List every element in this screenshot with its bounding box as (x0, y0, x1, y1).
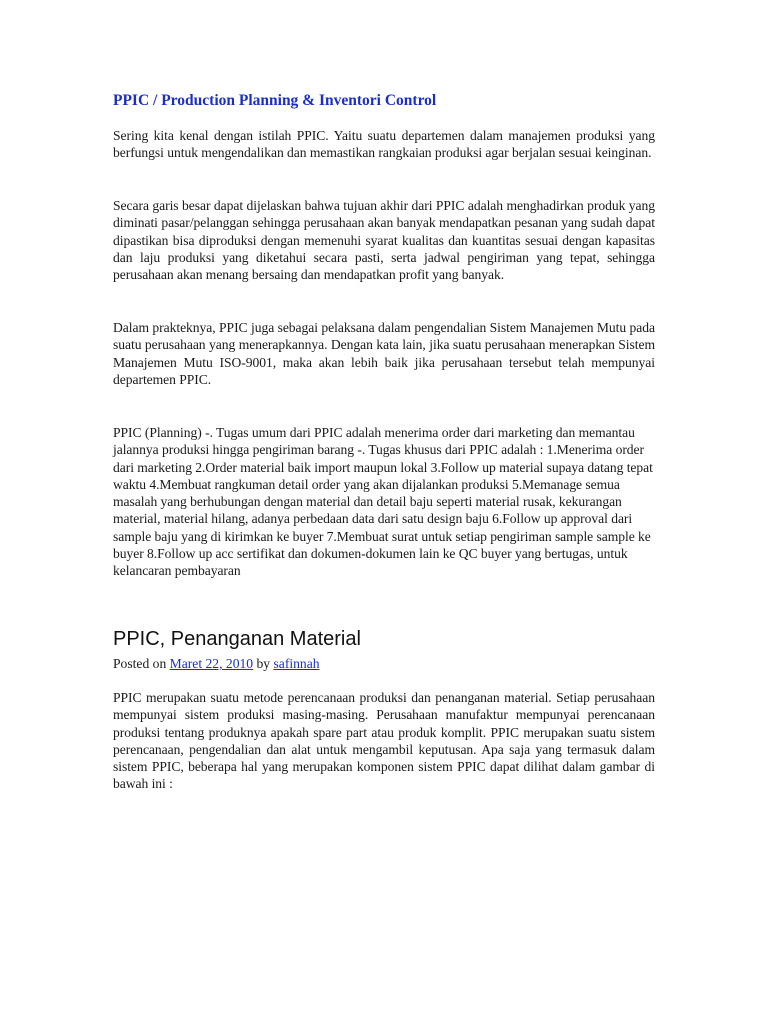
post-title-penanganan-material: PPIC, Penanganan Material (113, 628, 361, 650)
paragraph-intro: Sering kita kenal dengan istilah PPIC. Yaitu suatu departemen dalam manajemen produksi yang berfungsi untuk mengendalikan dan memastikan rangkaian produksi agar berjalan sesuai keinginan. (113, 128, 655, 161)
post-meta (113, 655, 655, 672)
paragraph-planning-tasks: PPIC (Planning) -. Tugas umum dari PPIC adalah menerima order dari marketing dan memantau jalannya produksi hingga pengiriman barang -. Tugas khusus dari PPIC adalah : 1.Menerima order dari marketing 2.Order material baik import maupun lokal 3.Follow up material supaya datang tepat waktu 4.Membuat rangkuman detail order yang akan dijalankan produksi 5.Memanage semua masalah yang berhubungan dengan material dan detail baju seperti material rusak, kekurangan material, material hilang, adanya perbedaan data dari satu design baju 6.Follow up approval dari sample baju yang di kirimkan ke buyer 7.Membuat surat untuk setiap pengiriman sample sample ke buyer 8.Follow up acc sertifikat dan dokumen-dokumen lain ke QC buyer yang bertugas, untuk kelancaran pembayaran (113, 425, 653, 579)
section-title-ppic-production-planning: PPIC / Production Planning & Inventori Control (113, 92, 437, 109)
paragraph-practice: Dalam prakteknya, PPIC juga sebagai pelaksana dalam pengendalian Sistem Manajemen Mutu pada suatu perusahaan yang menerapkannya. Dengan kata lain, jika suatu perusahaan menerapkan Sistem Manajemen Mutu ISO-9001, maka akan lebih baik jika perusahaan tersebut telah mempunyai departemen PPIC. (113, 320, 655, 387)
by-label: by (256, 656, 271, 671)
post-date-link[interactable]: Maret 22, 2010 (169, 656, 254, 671)
posted-on-label: Posted on (113, 656, 167, 671)
paragraph-goal: Secara garis besar dapat dijelaskan bahwa tujuan akhir dari PPIC adalah menghadirkan produk yang diminati pasar/pelanggan sehingga perusahaan akan banyak mendapatkan pesanan yang sudah dapat dipastikan bisa diproduksi dengan memenuhi syarat kualitas dan kuantitas sesuai dengan kapasitas dan laju produksi yang diketahui secara pasti, serta jadwal pengiriman yang tepat, sehingga perusahaan akan menang bersaing dan mendapatkan profit yang banyak. (113, 198, 655, 283)
paragraph-ppic-method: PPIC merupakan suatu metode perencanaan produksi dan penanganan material. Setiap perusahaan mempunyai sistem produksi masing-masing. Perusahaan manufaktur mempunyai perencanaan produksi tentang produknya apakah spare part atau produk komplit. PPIC merupakan suatu sistem perencanaan, pengendalian dan alat untuk mengambil keputusan. Apa saja yang termasuk dalam sistem PPIC, beberapa hal yang merupakan komponen sistem PPIC dapat dilihat dalam gambar di bawah ini : (113, 690, 655, 792)
author-link[interactable]: safinnah (273, 656, 320, 671)
